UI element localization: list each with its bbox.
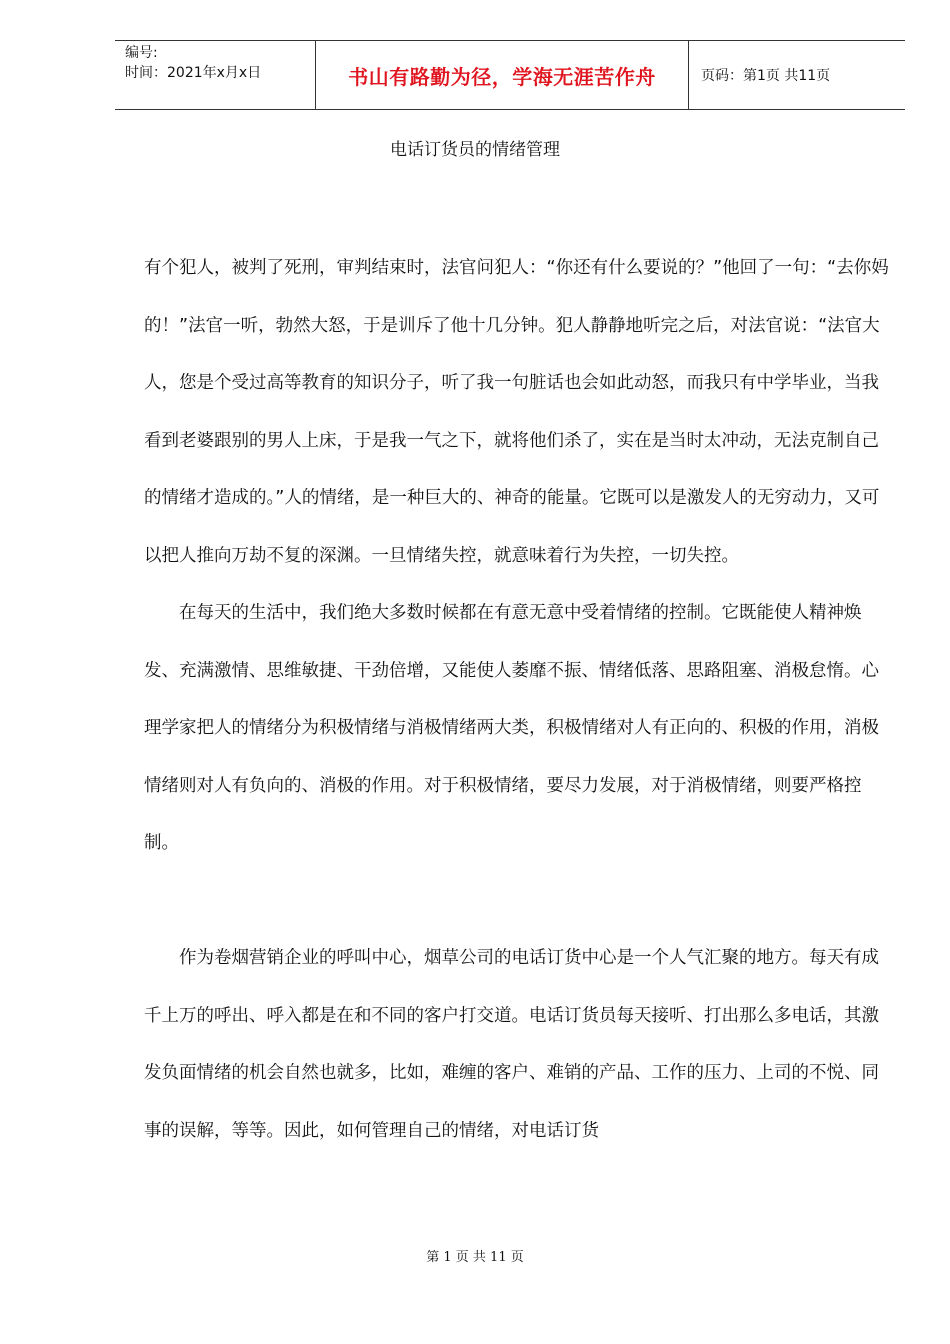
- body-paragraph: 作为卷烟营销企业的呼叫中心，烟草公司的电话订货中心是一个人气汇聚的地方。每天有成千上万的呼出、呼入都是在和不同的客户打交道。电话订货员每天接听、打出那么多电话，其激发负面情绪的机会自然也就多，比如，难缠的客户、难销的产品、工作的压力、上司的不悦、同事的误解，等等。因此，如何管理自己的情绪，对电话订货: [144, 948, 879, 1141]
- document-time-label: 时间：2021年x月x日: [125, 65, 262, 81]
- document-number-label: 编号:: [125, 45, 158, 61]
- document-body: [144, 240, 892, 1160]
- header-page-info: 页码：第1页 共11页: [701, 68, 831, 84]
- footer-page-number: 第 1 页 共 11 页: [426, 1250, 524, 1265]
- header-motto: 书山有路勤为径，学海无涯苦作舟: [348, 64, 656, 89]
- header-page-info-cell: [689, 41, 905, 109]
- header-meta: [115, 41, 316, 109]
- page-footer: [0, 1246, 950, 1265]
- document-title: 电话订货员的情绪管理: [390, 140, 560, 160]
- body-paragraph: 在每天的生活中，我们绝大多数时候都在有意无意中受着情绪的控制。它既能使人精神焕发、充满激情、思维敏捷、干劲倍增，又能使人萎靡不振、情绪低落、思路阻塞、消极怠惰。心理学家把人的情绪分为积极情绪与消极情绪两大类，积极情绪对人有正向的、积极的作用，消极情绪则对人有负向的、消极的作用。对于积极情绪，要尽力发展，对于消极情绪，则要严格控制。: [144, 603, 879, 853]
- header-motto-cell: [316, 41, 689, 109]
- page-header: [115, 40, 905, 110]
- body-paragraph: 有个犯人，被判了死刑，审判结束时，法官问犯人：“你还有什么要说的？”他回了一句：“去你妈的！”法官一听，勃然大怒，于是训斥了他十几分钟。犯人静静地听完之后，对法官说：“法官大人，您是个受过高等教育的知识分子，听了我一句脏话也会如此动怒，而我只有中学毕业，当我看到老婆跟别的男人上床，于是我一气之下，就将他们杀了，实在是当时太冲动，无法克制自己的情绪才造成的。”人的情绪，是一种巨大的、神奇的能量。它既可以是激发人的无穷动力，又可以把人推向万劫不复的深渊。一旦情绪失控，就意味着行为失控，一切失控。: [144, 258, 889, 566]
